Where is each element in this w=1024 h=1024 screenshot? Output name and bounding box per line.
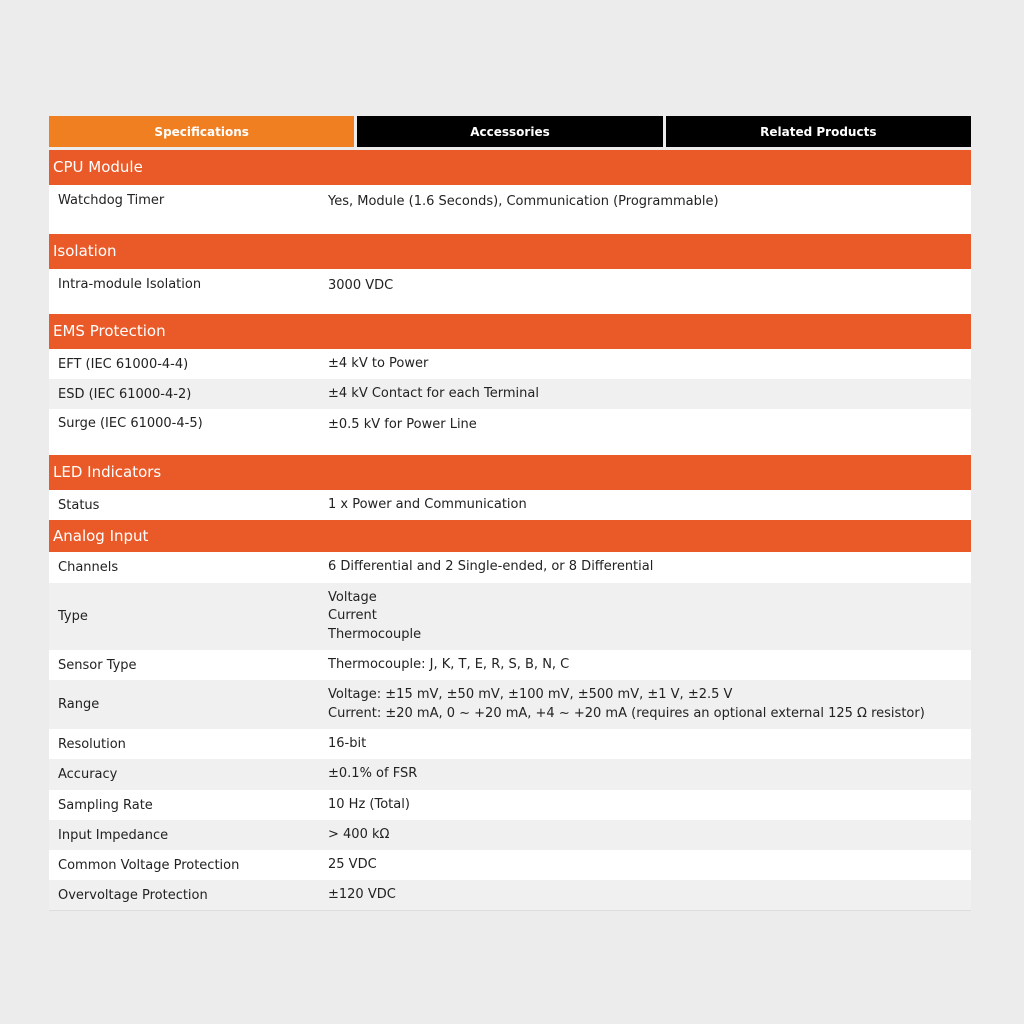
spec-label: Overvoltage Protection bbox=[58, 887, 208, 903]
spec-value: 10 Hz (Total) bbox=[328, 796, 410, 812]
spec-row bbox=[49, 379, 971, 409]
section-header-isolation: Isolation bbox=[49, 234, 971, 269]
spec-row bbox=[49, 552, 971, 583]
spec-label: Watchdog Timer bbox=[58, 193, 165, 208]
spec-value: ±120 VDC bbox=[328, 886, 396, 902]
spec-row bbox=[49, 185, 971, 234]
tab-related-products[interactable]: Related Products bbox=[666, 116, 971, 147]
spec-value: ±0.1% of FSR bbox=[328, 766, 418, 782]
spec-label: Surge (IEC 61000-4-5) bbox=[58, 416, 203, 431]
spec-label: Status bbox=[58, 497, 100, 513]
spec-value: ±0.5 kV for Power Line bbox=[328, 417, 477, 432]
spec-row bbox=[49, 850, 971, 880]
section-header-led-indicators: LED Indicators bbox=[49, 455, 971, 490]
spec-row bbox=[49, 880, 971, 910]
tab-accessories[interactable]: Accessories bbox=[357, 116, 662, 147]
spec-row bbox=[49, 790, 971, 820]
spec-value: ±4 kV Contact for each Terminal bbox=[328, 385, 539, 401]
spec-row bbox=[49, 583, 971, 650]
section-header-ems-protection: EMS Protection bbox=[49, 314, 971, 349]
spec-value: 1 x Power and Communication bbox=[328, 496, 527, 512]
spec-label: Type bbox=[58, 609, 88, 624]
spec-value: > 400 kΩ bbox=[328, 826, 390, 842]
spec-label: EFT (IEC 61000-4-4) bbox=[58, 356, 189, 372]
tab-specifications[interactable]: Specifications bbox=[49, 116, 354, 147]
spec-row bbox=[49, 680, 971, 729]
section-header-analog-input: Analog Input bbox=[49, 520, 971, 552]
spec-label: Accuracy bbox=[58, 767, 118, 782]
spec-label: Channels bbox=[58, 560, 119, 575]
spec-row bbox=[49, 650, 971, 680]
section-header-cpu-module: CPU Module bbox=[49, 150, 971, 185]
specifications-panel bbox=[49, 150, 971, 911]
spec-row bbox=[49, 820, 971, 850]
spec-row bbox=[49, 409, 971, 455]
spec-row bbox=[49, 349, 971, 379]
spec-value: 6 Differential and 2 Single-ended, or 8 Differential bbox=[328, 559, 654, 575]
spec-value: 3000 VDC bbox=[328, 278, 394, 293]
spec-value: Yes, Module (1.6 Seconds), Communication (Programmable) bbox=[328, 194, 719, 209]
spec-value: Thermocouple: J, K, T, E, R, S, B, N, C bbox=[328, 656, 570, 672]
spec-label: Sensor Type bbox=[58, 657, 137, 673]
spec-label: Resolution bbox=[58, 736, 126, 752]
spec-row bbox=[49, 490, 971, 520]
spec-label: Sampling Rate bbox=[58, 797, 153, 813]
spec-value: Voltage: ±15 mV, ±50 mV, ±100 mV, ±500 mV, ±1 V, ±2.5 V Current: ±20 mA, 0 ~ +20 mA, +4 ~ +20 mA (requires an optional external 125 Ω resistor) bbox=[328, 687, 925, 721]
spec-row bbox=[49, 269, 971, 314]
spec-label: Common Voltage Protection bbox=[58, 857, 240, 873]
spec-value: 25 VDC bbox=[328, 856, 377, 872]
spec-row bbox=[49, 759, 971, 790]
spec-value: Voltage Current Thermocouple bbox=[328, 589, 422, 642]
spec-label: Intra-module Isolation bbox=[58, 277, 202, 292]
spec-row bbox=[49, 729, 971, 759]
tab-bar bbox=[49, 116, 971, 147]
spec-label: Range bbox=[58, 697, 100, 712]
spec-value: 16-bit bbox=[328, 735, 367, 751]
spec-value: ±4 kV to Power bbox=[328, 355, 429, 371]
spec-label: ESD (IEC 61000-4-2) bbox=[58, 386, 192, 402]
spec-label: Input Impedance bbox=[58, 827, 169, 843]
